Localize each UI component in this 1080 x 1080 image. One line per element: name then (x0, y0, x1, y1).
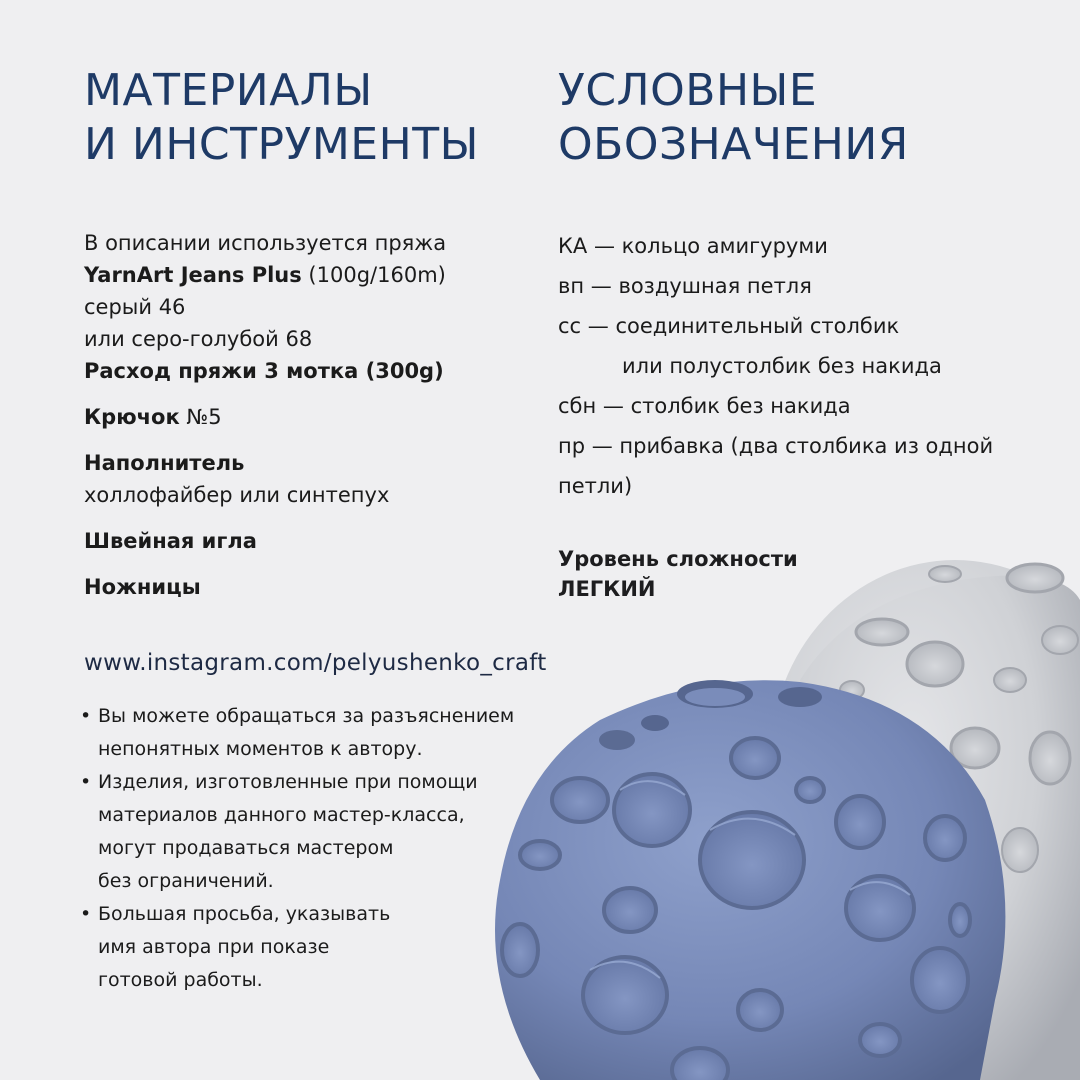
scissors-item: Ножницы (84, 575, 201, 599)
needle-item: Швейная игла (84, 529, 257, 553)
materials-heading-line2: И ИНСТРУМЕНТЫ (84, 119, 479, 170)
instagram-link[interactable]: www.instagram.com/pelyushenko_craft (84, 650, 547, 676)
bullet-icon: • (80, 705, 92, 727)
materials-heading (84, 64, 479, 172)
materials-heading-line1: МАТЕРИАЛЫ (84, 65, 373, 116)
filler-label: Наполнитель (84, 451, 245, 475)
hook-line (84, 401, 524, 433)
note-item: • Большая просьба, указывать имя автора при показе готовой работы. (80, 898, 514, 997)
legend-item-continuation: петли) (558, 474, 633, 498)
yarn-intro: В описании используется пряжа (84, 231, 447, 255)
difficulty-value: ЛЕГКИЙ (558, 577, 656, 601)
legend-list (558, 226, 1058, 506)
hook-value: №5 (179, 405, 222, 429)
legend-item: вп — воздушная петля (558, 274, 812, 298)
yarn-color-1: серый 46 (84, 295, 186, 319)
materials-list (84, 227, 524, 603)
filler-value: холлофайбер или синтепух (84, 483, 390, 507)
legend-heading (558, 64, 909, 172)
legend-item: пр — прибавка (два столбика из одной (558, 434, 994, 458)
legend-item: КА — кольцо амигуруми (558, 234, 828, 258)
legend-heading-line1: УСЛОВНЫЕ (558, 65, 818, 116)
legend-item-continuation: или полустолбик без накида (622, 354, 942, 378)
note-item: • Вы можете обращаться за разъяснением непонятных моментов к автору. (80, 700, 514, 766)
notes-list (80, 700, 514, 997)
blue-moon-pillow (495, 680, 1005, 1080)
bullet-icon: • (80, 903, 92, 925)
yarn-color-2: или серо-голубой 68 (84, 327, 313, 351)
yarn-spec: (100g/160m) (301, 263, 446, 287)
legend-item: сс — соединительный столбик (558, 314, 900, 338)
hook-label: Крючок (84, 405, 180, 429)
yarn-brand: YarnArt Jeans Plus (84, 263, 302, 287)
note-item: • Изделия, изготовленные при помощи материалов данного мастер-класса, могут продаваться мастером без ограничений. (80, 766, 514, 898)
bullet-icon: • (80, 771, 92, 793)
yarn-consumption: Расход пряжи 3 мотка (300g) (84, 359, 444, 383)
difficulty-block (558, 544, 798, 604)
legend-item: сбн — столбик без накида (558, 394, 851, 418)
legend-heading-line2: ОБОЗНАЧЕНИЯ (558, 119, 909, 170)
difficulty-label: Уровень сложности (558, 547, 798, 571)
yarn-line (84, 259, 524, 291)
